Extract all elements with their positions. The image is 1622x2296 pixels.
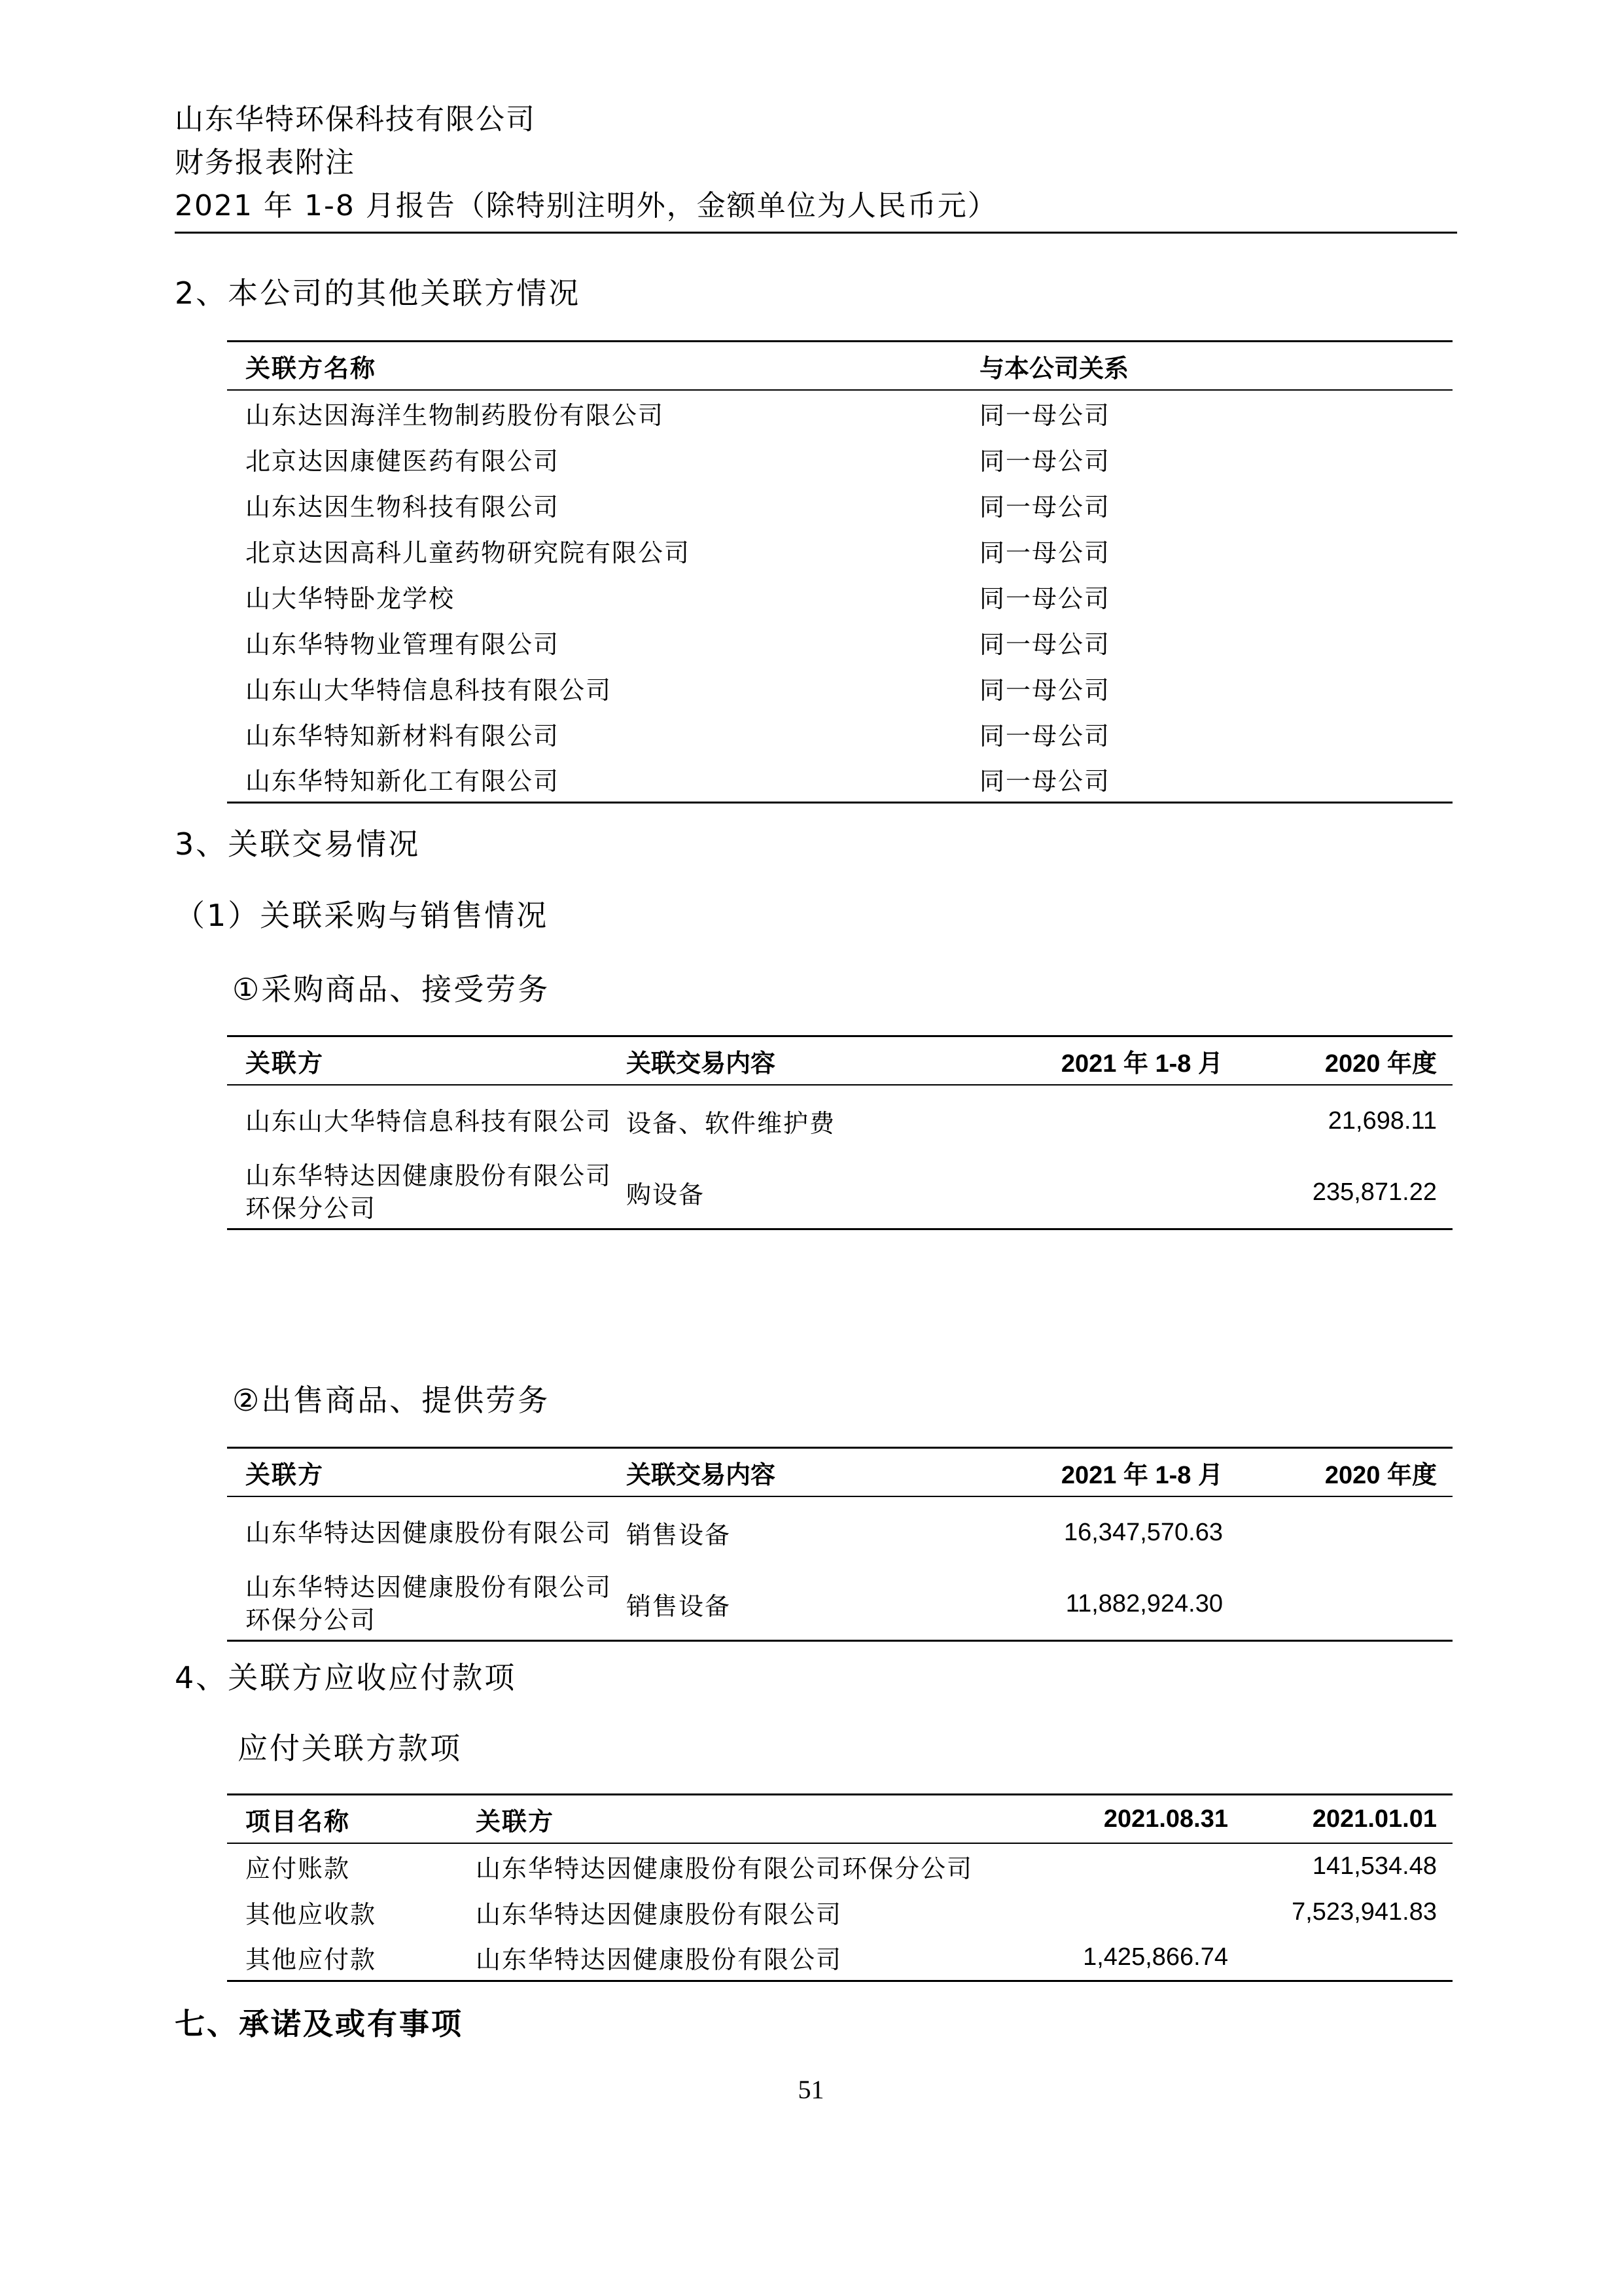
balance-20210101 [1228, 1935, 1453, 1981]
related-party: 山东华特达因健康股份有限公司 [476, 1899, 843, 1929]
item-name: 其他应收款 [245, 1899, 377, 1929]
section-3-title: 3、关联交易情况 [175, 826, 421, 862]
amount-2021: 11,882,924.30 [1065, 1589, 1223, 1617]
payables-table [227, 1793, 1453, 1982]
table-header-row [227, 1036, 1453, 1086]
transaction-content: 设备、软件维护费 [626, 1109, 836, 1138]
section-4-title: 4、关联方应收应付款项 [175, 1660, 517, 1695]
column-header: 项目名称 [245, 1807, 351, 1836]
column-header: 2021.08.31 [1103, 1805, 1228, 1833]
header-rule [175, 232, 1457, 234]
table-header-row [227, 342, 1453, 391]
column-header: 2020 年度 [1324, 1461, 1437, 1489]
table-row [227, 1935, 1453, 1981]
header-period: 2021 年 1-8 月报告（除特别注明外，金额单位为人民币元） [175, 189, 998, 222]
section-3-subtitle: （1）关联采购与销售情况 [175, 898, 549, 933]
related-party-name: 北京达因高科儿童药物研究院有限公司 [245, 538, 691, 567]
balance-20210101: 7,523,941.83 [1292, 1898, 1437, 1926]
relationship: 同一母公司 [979, 766, 1111, 796]
section-4-subtitle: 应付关联方款项 [238, 1731, 462, 1766]
balance-20210831 [1019, 1889, 1228, 1935]
table-header-row [227, 1795, 1453, 1844]
table-row [227, 619, 1453, 665]
sales-title: ②出售商品、提供劳务 [232, 1383, 550, 1418]
amount-2020 [1223, 1496, 1453, 1568]
related-party: 山东华特达因健康股份有限公司环保分公司 [245, 1573, 612, 1635]
related-party-name: 山东山大华特信息科技有限公司 [245, 675, 612, 705]
related-party-name: 北京达因康健医药有限公司 [245, 446, 560, 476]
column-header: 关联方 [476, 1807, 555, 1836]
table-row [227, 1157, 1453, 1229]
table-row [227, 711, 1453, 756]
header-company: 山东华特环保科技有限公司 [175, 103, 536, 136]
amount-2021 [968, 1085, 1223, 1157]
related-party: 山东华特达因健康股份有限公司 [245, 1518, 612, 1547]
table-row [227, 1085, 1453, 1157]
relationship: 同一母公司 [979, 584, 1111, 613]
related-parties-table [227, 340, 1453, 804]
relationship: 同一母公司 [979, 675, 1111, 705]
relationship: 同一母公司 [979, 538, 1111, 567]
transaction-content: 销售设备 [626, 1591, 732, 1621]
amount-2020: 21,698.11 [1328, 1107, 1437, 1135]
relationship: 同一母公司 [979, 721, 1111, 751]
amount-2021 [968, 1157, 1223, 1229]
transaction-content: 购设备 [626, 1180, 705, 1209]
section-7-title: 七、承诺及或有事项 [175, 2006, 463, 2041]
column-header: 2020 年度 [1324, 1050, 1437, 1078]
table-row [227, 1843, 1453, 1889]
column-header: 关联方名称 [245, 353, 377, 383]
sales-table [227, 1447, 1453, 1642]
purchase-title: ①采购商品、接受劳务 [232, 972, 550, 1007]
table-row [227, 1496, 1453, 1568]
relationship: 同一母公司 [979, 492, 1111, 521]
table-row [227, 527, 1453, 573]
column-header: 关联方 [245, 1460, 325, 1489]
table-row [227, 436, 1453, 482]
column-header: 关联方 [245, 1048, 325, 1078]
column-header: 与本公司关系 [979, 353, 1129, 383]
related-party-name: 山东华特知新材料有限公司 [245, 721, 560, 751]
item-name: 应付账款 [245, 1854, 351, 1883]
item-name: 其他应付款 [245, 1945, 377, 1974]
relationship: 同一母公司 [979, 446, 1111, 476]
purchase-table [227, 1035, 1453, 1230]
related-party-name: 山大华特卧龙学校 [245, 584, 455, 613]
related-party-name: 山东华特物业管理有限公司 [245, 629, 560, 659]
table-row [227, 1889, 1453, 1935]
table-row [227, 482, 1453, 527]
related-party: 山东华特达因健康股份有限公司 [476, 1945, 843, 1974]
table-row [227, 1568, 1453, 1640]
column-header: 2021 年 1-8 月 [1061, 1050, 1223, 1078]
amount-2021: 16,347,570.63 [1063, 1519, 1223, 1546]
table-header-row [227, 1448, 1453, 1497]
related-party-name: 山东华特知新化工有限公司 [245, 766, 560, 796]
table-row [227, 573, 1453, 619]
balance-20210101: 141,534.48 [1312, 1852, 1437, 1880]
column-header: 关联交易内容 [626, 1048, 776, 1078]
balance-20210831: 1,425,866.74 [1083, 1943, 1228, 1971]
table-row [227, 390, 1453, 436]
related-party-name: 山东达因海洋生物制药股份有限公司 [245, 401, 665, 430]
amount-2020: 235,871.22 [1312, 1178, 1437, 1206]
relationship: 同一母公司 [979, 401, 1111, 430]
column-header: 关联交易内容 [626, 1460, 776, 1489]
section-2-title: 2、本公司的其他关联方情况 [175, 275, 581, 311]
column-header: 2021.01.01 [1312, 1805, 1437, 1833]
balance-20210831 [1019, 1843, 1228, 1889]
transaction-content: 销售设备 [626, 1521, 732, 1549]
table-row [227, 756, 1453, 802]
header-doc-title: 财务报表附注 [175, 146, 355, 179]
related-party: 山东华特达因健康股份有限公司环保分公司 [476, 1854, 974, 1883]
running-header [175, 98, 1457, 228]
related-party: 山东山大华特信息科技有限公司 [245, 1106, 612, 1136]
page-number: 51 [798, 2075, 824, 2104]
related-party-name: 山东达因生物科技有限公司 [245, 492, 560, 521]
related-party: 山东华特达因健康股份有限公司环保分公司 [245, 1161, 612, 1224]
amount-2020 [1223, 1568, 1453, 1640]
column-header: 2021 年 1-8 月 [1061, 1461, 1223, 1489]
table-row [227, 665, 1453, 711]
relationship: 同一母公司 [979, 629, 1111, 659]
